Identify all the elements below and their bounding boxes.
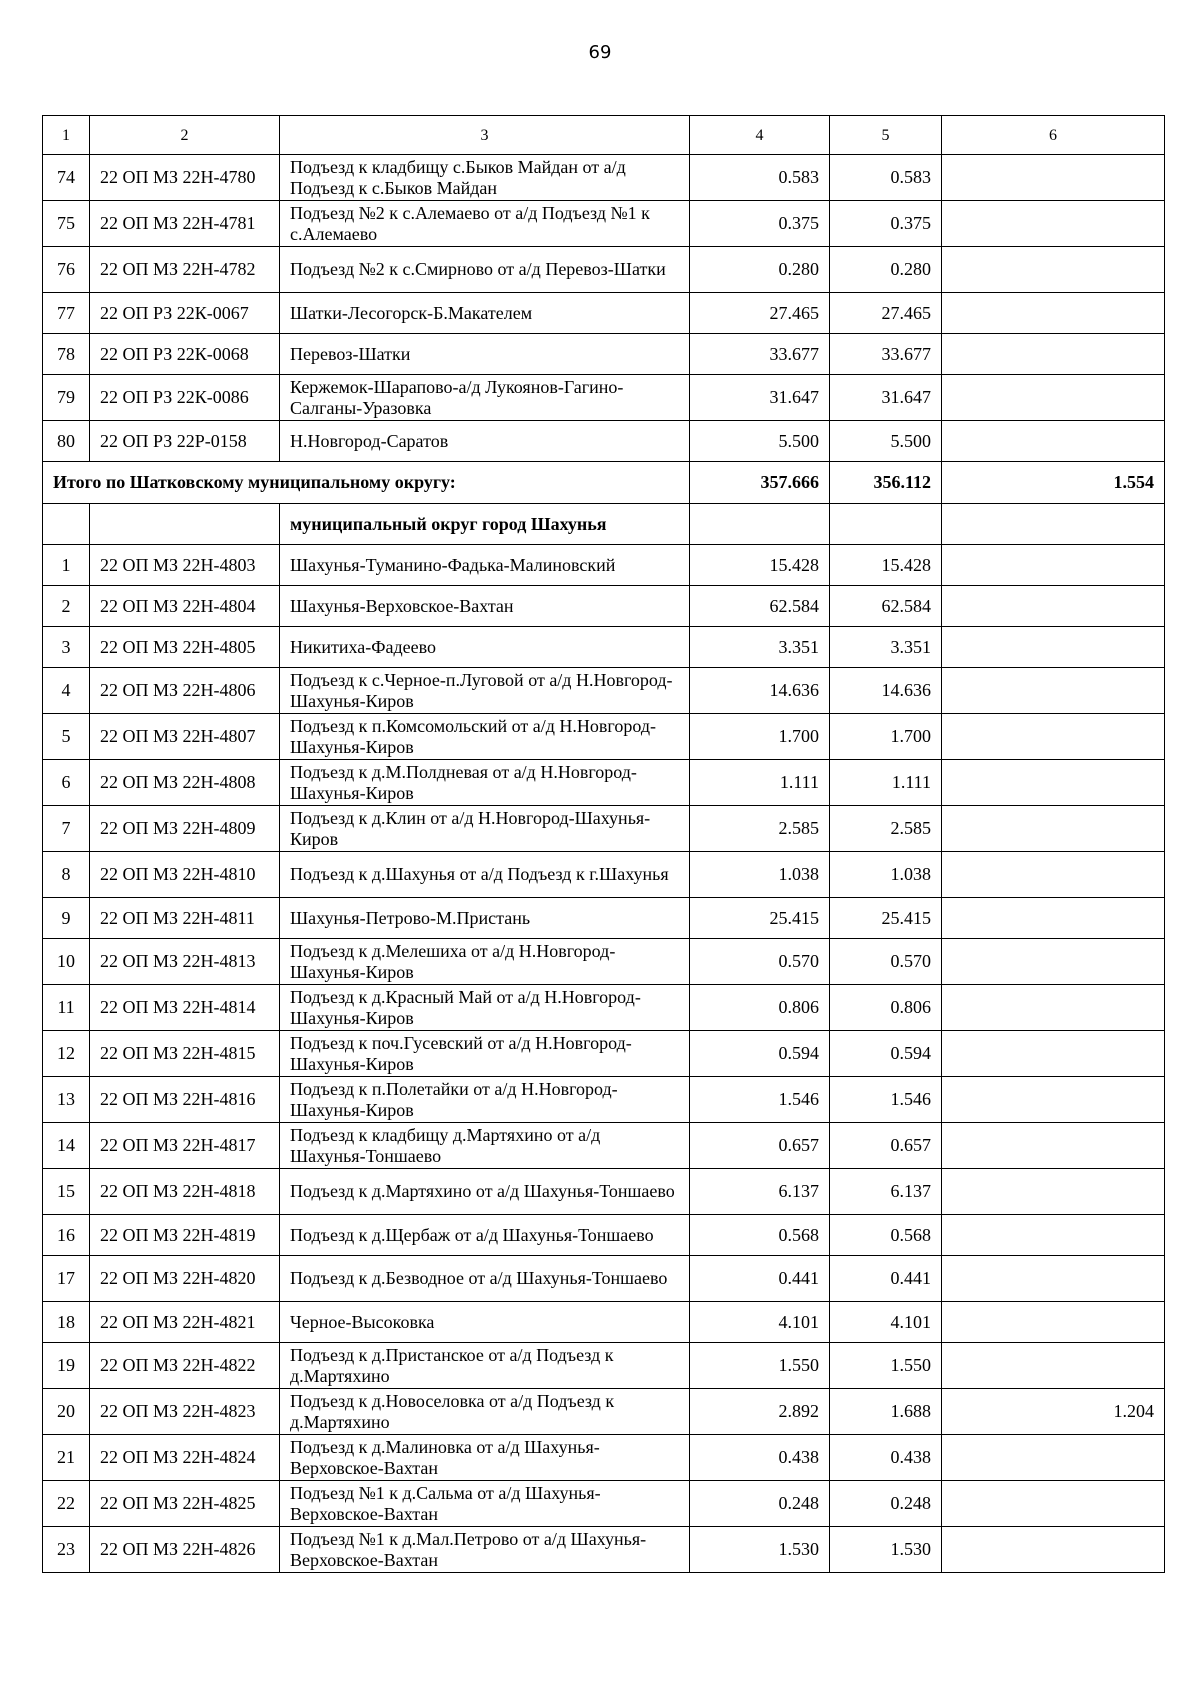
length-col-5: 2.585 (830, 806, 942, 852)
table-row (43, 334, 1165, 375)
row-number: 15 (43, 1169, 90, 1215)
road-name: Шахунья-Петрово-М.Пристань (280, 898, 690, 939)
length-col-5: 0.594 (830, 1031, 942, 1077)
row-number: 78 (43, 334, 90, 375)
table-row (43, 1215, 1165, 1256)
length-col-6 (942, 334, 1165, 375)
row-number: 9 (43, 898, 90, 939)
length-total: 62.584 (690, 586, 830, 627)
row-number: 76 (43, 247, 90, 293)
length-col-6 (942, 1343, 1165, 1389)
length-col-6 (942, 1256, 1165, 1302)
length-total: 1.111 (690, 760, 830, 806)
length-col-5: 4.101 (830, 1302, 942, 1343)
row-number: 22 (43, 1481, 90, 1527)
length-col-5: 14.636 (830, 668, 942, 714)
road-code: 22 ОП МЗ 22Н-4809 (90, 806, 280, 852)
road-name: Подъезд к д.М.Полдневая от а/д Н.Новгород-Шахунья-Киров (280, 760, 690, 806)
length-col-6 (942, 852, 1165, 898)
table-row (43, 155, 1165, 201)
road-code: 22 ОП МЗ 22Н-4804 (90, 586, 280, 627)
length-col-6 (942, 155, 1165, 201)
row-number: 10 (43, 939, 90, 985)
row-number: 12 (43, 1031, 90, 1077)
length-col-6 (942, 806, 1165, 852)
length-total: 2.585 (690, 806, 830, 852)
total-col-6: 1.554 (942, 462, 1165, 504)
table-row (43, 1481, 1165, 1527)
road-code: 22 ОП МЗ 22Н-4813 (90, 939, 280, 985)
length-total: 1.700 (690, 714, 830, 760)
length-col-5: 1.038 (830, 852, 942, 898)
length-total: 1.038 (690, 852, 830, 898)
row-number: 23 (43, 1527, 90, 1573)
road-code: 22 ОП МЗ 22Н-4817 (90, 1123, 280, 1169)
total-row (43, 462, 1165, 504)
section-header-row (43, 504, 1165, 545)
road-name: Никитиха-Фадеево (280, 627, 690, 668)
length-total: 0.583 (690, 155, 830, 201)
length-col-5: 0.441 (830, 1256, 942, 1302)
road-code: 22 ОП МЗ 22Н-4780 (90, 155, 280, 201)
length-total: 0.375 (690, 201, 830, 247)
row-number: 4 (43, 668, 90, 714)
road-code: 22 ОП МЗ 22Н-4826 (90, 1527, 280, 1573)
road-name: Шахунья-Туманино-Фадька-Малиновский (280, 545, 690, 586)
road-code: 22 ОП МЗ 22Н-4818 (90, 1169, 280, 1215)
length-total: 0.806 (690, 985, 830, 1031)
road-code: 22 ОП МЗ 22Н-4814 (90, 985, 280, 1031)
length-col-5: 0.375 (830, 201, 942, 247)
road-name: Подъезд к д.Мелешиха от а/д Н.Новгород-Шахунья-Киров (280, 939, 690, 985)
road-code: 22 ОП МЗ 22Н-4808 (90, 760, 280, 806)
table-row (43, 1077, 1165, 1123)
length-total: 1.530 (690, 1527, 830, 1573)
length-col-6 (942, 421, 1165, 462)
total-col-4: 357.666 (690, 462, 830, 504)
road-name: Н.Новгород-Саратов (280, 421, 690, 462)
road-name: Подъезд к д.Щербаж от а/д Шахунья-Тоншаево (280, 1215, 690, 1256)
table-row (43, 1389, 1165, 1435)
roads-table (42, 115, 1165, 1573)
length-col-6 (942, 1077, 1165, 1123)
row-number: 75 (43, 201, 90, 247)
table-row (43, 293, 1165, 334)
length-col-5: 6.137 (830, 1169, 942, 1215)
table-row (43, 1169, 1165, 1215)
road-code: 22 ОП МЗ 22Н-4820 (90, 1256, 280, 1302)
table-row (43, 898, 1165, 939)
row-number: 11 (43, 985, 90, 1031)
road-code: 22 ОП МЗ 22Н-4782 (90, 247, 280, 293)
road-name: Черное-Высоковка (280, 1302, 690, 1343)
length-col-5: 0.568 (830, 1215, 942, 1256)
table-row (43, 1435, 1165, 1481)
row-number: 79 (43, 375, 90, 421)
length-total: 2.892 (690, 1389, 830, 1435)
road-code: 22 ОП МЗ 22Н-4825 (90, 1481, 280, 1527)
road-code: 22 ОП МЗ 22Н-4821 (90, 1302, 280, 1343)
length-col-5: 25.415 (830, 898, 942, 939)
length-total: 0.280 (690, 247, 830, 293)
table-row (43, 1123, 1165, 1169)
row-number: 14 (43, 1123, 90, 1169)
road-name: Кержемок-Шарапово-а/д Лукоянов-Гагино-Салганы-Уразовка (280, 375, 690, 421)
section-empty-4 (690, 504, 830, 545)
length-col-5: 62.584 (830, 586, 942, 627)
road-name: Подъезд к кладбищу д.Мартяхино от а/д Шахунья-Тоншаево (280, 1123, 690, 1169)
length-col-5: 0.583 (830, 155, 942, 201)
length-col-5: 0.657 (830, 1123, 942, 1169)
table-row (43, 1256, 1165, 1302)
header-col-4: 4 (690, 116, 830, 155)
length-col-5: 1.688 (830, 1389, 942, 1435)
length-total: 33.677 (690, 334, 830, 375)
length-col-5: 1.546 (830, 1077, 942, 1123)
road-name: Подъезд к поч.Гусевский от а/д Н.Новгород-Шахунья-Киров (280, 1031, 690, 1077)
length-col-5: 3.351 (830, 627, 942, 668)
row-number: 7 (43, 806, 90, 852)
road-code: 22 ОП РЗ 22К-0067 (90, 293, 280, 334)
length-total: 0.248 (690, 1481, 830, 1527)
total-label: Итого по Шатковскому муниципальному округу: (43, 462, 690, 504)
table-row (43, 1302, 1165, 1343)
table-row (43, 668, 1165, 714)
length-col-6 (942, 586, 1165, 627)
table-header-row (43, 116, 1165, 155)
table-row (43, 1527, 1165, 1573)
road-name: Подъезд к д.Клин от а/д Н.Новгород-Шахунья-Киров (280, 806, 690, 852)
header-col-1: 1 (43, 116, 90, 155)
row-number: 16 (43, 1215, 90, 1256)
row-number: 1 (43, 545, 90, 586)
length-total: 0.570 (690, 939, 830, 985)
row-number: 2 (43, 586, 90, 627)
length-col-5: 27.465 (830, 293, 942, 334)
length-col-6 (942, 898, 1165, 939)
length-total: 14.636 (690, 668, 830, 714)
length-total: 4.101 (690, 1302, 830, 1343)
length-col-5: 1.700 (830, 714, 942, 760)
road-code: 22 ОП МЗ 22Н-4819 (90, 1215, 280, 1256)
table-row (43, 806, 1165, 852)
road-name: Подъезд к д.Красный Май от а/д Н.Новгород-Шахунья-Киров (280, 985, 690, 1031)
road-name: Подъезд к д.Шахунья от а/д Подъезд к г.Шахунья (280, 852, 690, 898)
length-col-6 (942, 1031, 1165, 1077)
length-total: 15.428 (690, 545, 830, 586)
length-col-5: 5.500 (830, 421, 942, 462)
length-col-5: 31.647 (830, 375, 942, 421)
row-number: 20 (43, 1389, 90, 1435)
length-col-5: 1.111 (830, 760, 942, 806)
road-name: Подъезд к п.Полетайки от а/д Н.Новгород-Шахунья-Киров (280, 1077, 690, 1123)
table-row (43, 201, 1165, 247)
length-col-6 (942, 985, 1165, 1031)
row-number: 74 (43, 155, 90, 201)
table-row (43, 760, 1165, 806)
road-name: Подъезд №2 к с.Алемаево от а/д Подъезд №1 к с.Алемаево (280, 201, 690, 247)
road-name: Подъезд №2 к с.Смирново от а/д Перевоз-Шатки (280, 247, 690, 293)
length-col-6 (942, 201, 1165, 247)
table-row (43, 545, 1165, 586)
length-total: 27.465 (690, 293, 830, 334)
table-row (43, 1031, 1165, 1077)
row-number: 21 (43, 1435, 90, 1481)
road-name: Шатки-Лесогорск-Б.Макателем (280, 293, 690, 334)
road-code: 22 ОП МЗ 22Н-4810 (90, 852, 280, 898)
road-code: 22 ОП МЗ 22Н-4781 (90, 201, 280, 247)
road-code: 22 ОП МЗ 22Н-4816 (90, 1077, 280, 1123)
length-col-6 (942, 1215, 1165, 1256)
length-total: 5.500 (690, 421, 830, 462)
length-col-5: 1.530 (830, 1527, 942, 1573)
road-name: Подъезд к кладбищу с.Быков Майдан от а/д Подъезд к с.Быков Майдан (280, 155, 690, 201)
road-name: Подъезд №1 к д.Сальма от а/д Шахунья-Верховское-Вахтан (280, 1481, 690, 1527)
table-row (43, 939, 1165, 985)
length-col-6 (942, 760, 1165, 806)
table-row (43, 714, 1165, 760)
table-row (43, 1343, 1165, 1389)
road-name: Подъезд №1 к д.Мал.Петрово от а/д Шахунья-Верховское-Вахтан (280, 1527, 690, 1573)
road-code: 22 ОП РЗ 22Р-0158 (90, 421, 280, 462)
length-col-6 (942, 247, 1165, 293)
length-col-6 (942, 714, 1165, 760)
section-empty-5 (830, 504, 942, 545)
road-name: Подъезд к д.Новоселовка от а/д Подъезд к д.Мартяхино (280, 1389, 690, 1435)
road-code: 22 ОП МЗ 22Н-4807 (90, 714, 280, 760)
row-number: 19 (43, 1343, 90, 1389)
length-col-6 (942, 545, 1165, 586)
length-total: 1.546 (690, 1077, 830, 1123)
length-col-6 (942, 293, 1165, 334)
page-number: 69 (588, 42, 612, 63)
table-row (43, 627, 1165, 668)
road-name: Шахунья-Верховское-Вахтан (280, 586, 690, 627)
header-col-5: 5 (830, 116, 942, 155)
length-total: 0.568 (690, 1215, 830, 1256)
road-name: Подъезд к с.Черное-п.Луговой от а/д Н.Новгород-Шахунья-Киров (280, 668, 690, 714)
row-number: 13 (43, 1077, 90, 1123)
row-number: 80 (43, 421, 90, 462)
road-name: Подъезд к д.Безводное от а/д Шахунья-Тоншаево (280, 1256, 690, 1302)
table-row (43, 247, 1165, 293)
length-total: 0.657 (690, 1123, 830, 1169)
road-name: Подъезд к д.Малиновка от а/д Шахунья-Верховское-Вахтан (280, 1435, 690, 1481)
length-col-5: 0.248 (830, 1481, 942, 1527)
road-code: 22 ОП МЗ 22Н-4811 (90, 898, 280, 939)
row-number: 6 (43, 760, 90, 806)
length-col-6 (942, 375, 1165, 421)
length-total: 6.137 (690, 1169, 830, 1215)
road-code: 22 ОП МЗ 22Н-4815 (90, 1031, 280, 1077)
section-empty-2 (90, 504, 280, 545)
length-col-6 (942, 668, 1165, 714)
length-col-5: 0.806 (830, 985, 942, 1031)
section-title: муниципальный округ город Шахунья (280, 504, 690, 545)
length-col-6 (942, 939, 1165, 985)
road-code: 22 ОП МЗ 22Н-4806 (90, 668, 280, 714)
road-code: 22 ОП МЗ 22Н-4823 (90, 1389, 280, 1435)
road-code: 22 ОП МЗ 22Н-4805 (90, 627, 280, 668)
length-col-6 (942, 627, 1165, 668)
length-col-5: 15.428 (830, 545, 942, 586)
length-col-6 (942, 1302, 1165, 1343)
length-col-5: 0.280 (830, 247, 942, 293)
length-total: 3.351 (690, 627, 830, 668)
length-col-6 (942, 1123, 1165, 1169)
road-name: Подъезд к д.Мартяхино от а/д Шахунья-Тоншаево (280, 1169, 690, 1215)
row-number: 77 (43, 293, 90, 334)
header-col-3: 3 (280, 116, 690, 155)
table-row (43, 586, 1165, 627)
road-code: 22 ОП МЗ 22Н-4824 (90, 1435, 280, 1481)
table-row (43, 421, 1165, 462)
road-name: Перевоз-Шатки (280, 334, 690, 375)
road-code: 22 ОП МЗ 22Н-4803 (90, 545, 280, 586)
row-number: 18 (43, 1302, 90, 1343)
length-total: 0.594 (690, 1031, 830, 1077)
road-name: Подъезд к д.Пристанское от а/д Подъезд к д.Мартяхино (280, 1343, 690, 1389)
row-number: 3 (43, 627, 90, 668)
header-col-2: 2 (90, 116, 280, 155)
length-total: 0.438 (690, 1435, 830, 1481)
length-col-5: 0.438 (830, 1435, 942, 1481)
road-code: 22 ОП МЗ 22Н-4822 (90, 1343, 280, 1389)
road-code: 22 ОП РЗ 22К-0068 (90, 334, 280, 375)
row-number: 8 (43, 852, 90, 898)
row-number: 17 (43, 1256, 90, 1302)
length-col-6 (942, 1435, 1165, 1481)
length-total: 1.550 (690, 1343, 830, 1389)
section-empty-6 (942, 504, 1165, 545)
length-col-6: 1.204 (942, 1389, 1165, 1435)
table-row (43, 375, 1165, 421)
length-col-6 (942, 1481, 1165, 1527)
length-col-6 (942, 1169, 1165, 1215)
length-col-5: 33.677 (830, 334, 942, 375)
section-empty-1 (43, 504, 90, 545)
road-code: 22 ОП РЗ 22К-0086 (90, 375, 280, 421)
header-col-6: 6 (942, 116, 1165, 155)
length-total: 31.647 (690, 375, 830, 421)
length-col-5: 0.570 (830, 939, 942, 985)
length-total: 25.415 (690, 898, 830, 939)
length-total: 0.441 (690, 1256, 830, 1302)
table-row (43, 985, 1165, 1031)
table-row (43, 852, 1165, 898)
total-col-5: 356.112 (830, 462, 942, 504)
length-col-6 (942, 1527, 1165, 1573)
road-name: Подъезд к п.Комсомольский от а/д Н.Новгород-Шахунья-Киров (280, 714, 690, 760)
row-number: 5 (43, 714, 90, 760)
length-col-5: 1.550 (830, 1343, 942, 1389)
